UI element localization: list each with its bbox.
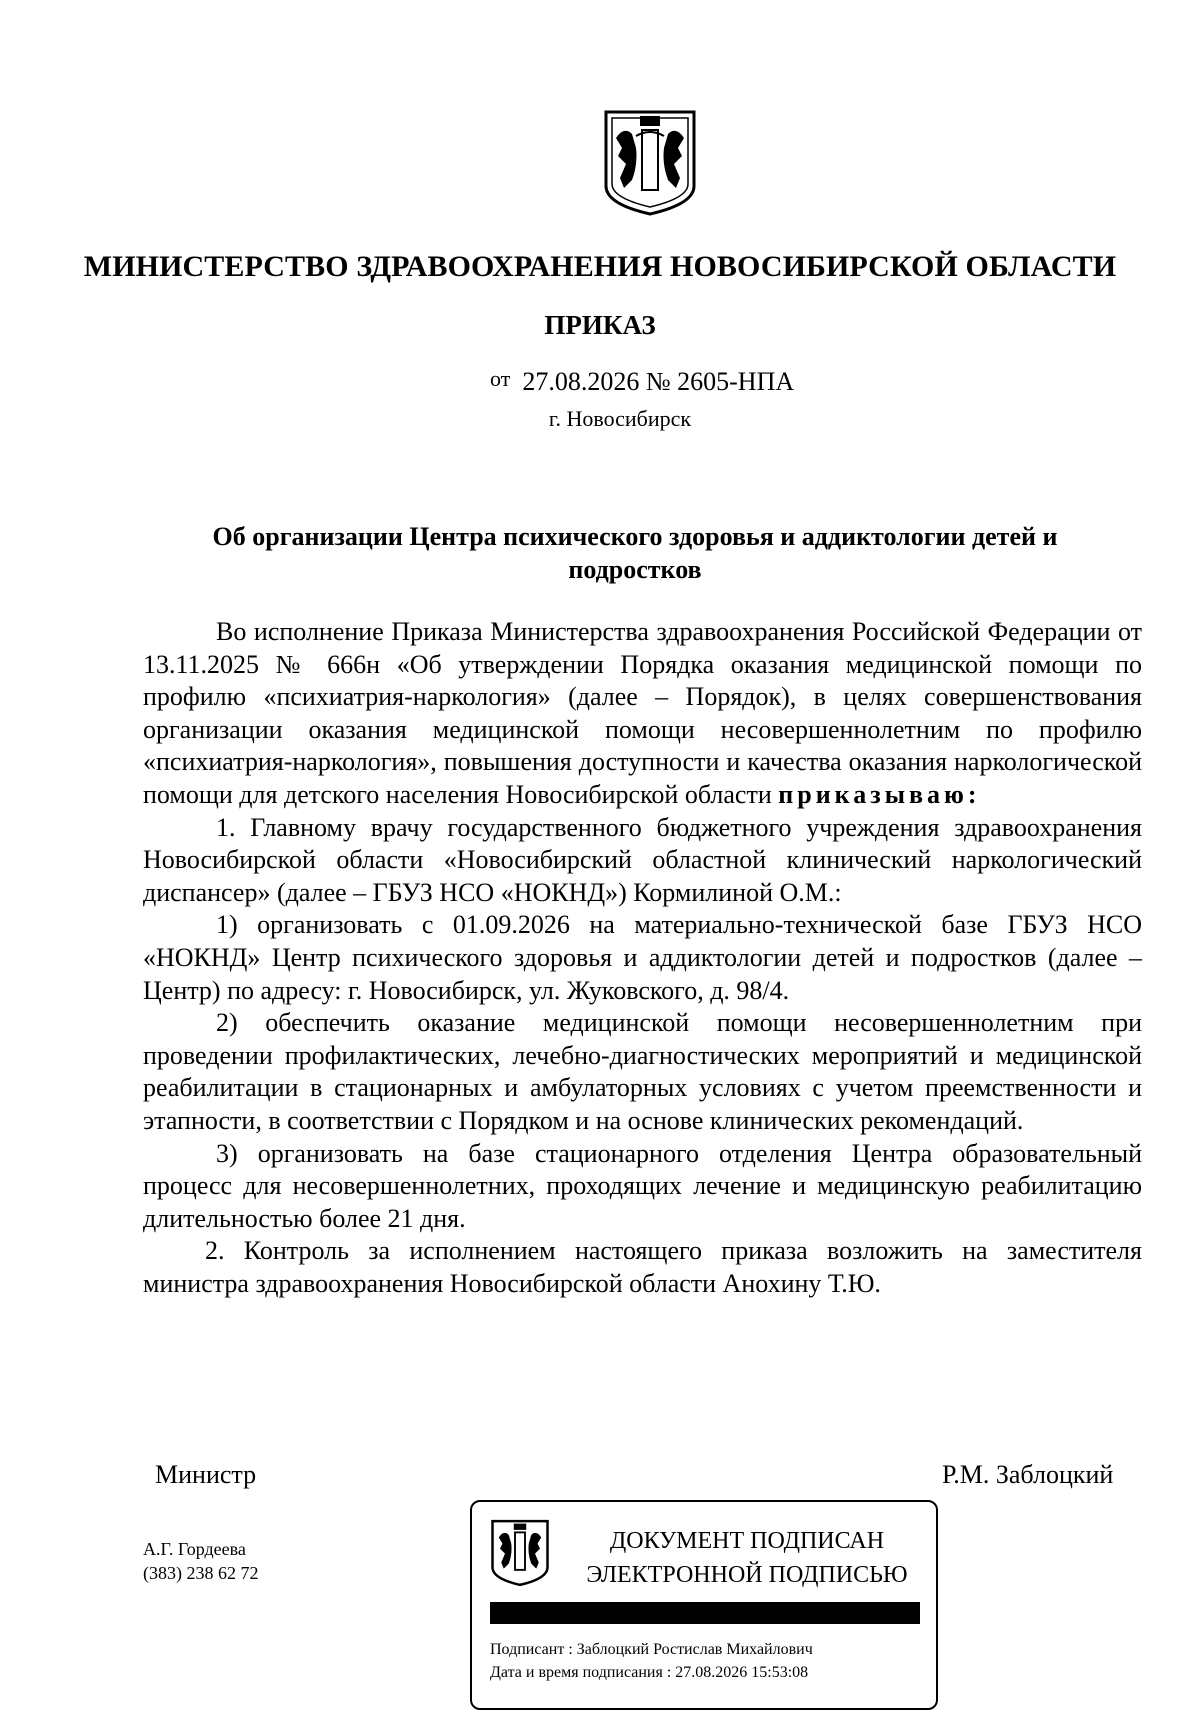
- intro-text: Во исполнение Приказа Министерства здравоохранения Российской Федерации от 13.11.2025 № 666н «Об утверждении Порядка оказания медицинской помощи по профилю «психиатрия-наркология» (далее – Порядок), в целях совершенствования организации оказания медицинской помощи несовершеннолетним по профилю «психиатрия-наркология», повышения доступности и качества оказания наркологической помощи для детского населения Новосибирской области: [143, 617, 1142, 809]
- stamp-line-1: ДОКУМЕНТ ПОДПИСАН: [609, 1528, 885, 1554]
- from-label: от: [490, 366, 511, 391]
- stamp-datetime: Дата и время подписания : 27.08.2026 15:53:08: [490, 1664, 809, 1681]
- electronic-signature-stamp: [470, 1500, 938, 1710]
- paragraph-1: 1. Главному врачу государственного бюджетного учреждения здравоохранения Новосибирской области «Новосибирский областной клинический наркологический диспансер» (далее – ГБУЗ НСО «НОКНД») Кормилиной О.М.:: [143, 812, 1142, 907]
- executor-name: А.Г. Гордеева: [143, 1539, 246, 1559]
- paragraph-1-2: 2) обеспечить оказание медицинской помощи несовершеннолетним при проведении профилактических, лечебно-диагностических мероприятий и медицинской реабилитации в стационарных и амбулаторных условиях с учетом преемственности и этапности, в соответствии с Порядком и на основе клинических рекомендаций.: [143, 1008, 1142, 1135]
- paragraph-1-1: 1) организовать с 01.09.2026 на материально-технической базе ГБУЗ НСО «НОКНД» Центр психического здоровья и аддиктологии детей и подростков (далее – Центр) по адресу: г. Новосибирск, ул. Жуковского, д. 98/4.: [143, 910, 1142, 1005]
- date-number: 27.08.2026 № 2605-НПА: [522, 367, 795, 396]
- signatory-name: Р.М. Заблоцкий: [942, 1460, 1114, 1489]
- order-body: [143, 616, 1142, 1300]
- executor-info: [143, 1537, 259, 1585]
- stamp-line-2: ЭЛЕКТРОННОЙ ПОДПИСЬЮ: [586, 1562, 908, 1588]
- stamp-signer: Подписант : Заблоцкий Ростислав Михайлович: [490, 1641, 813, 1658]
- intro-paragraph: [143, 616, 1142, 812]
- paragraph-2: 2. Контроль за исполнением настоящего приказа возложить на заместителя министра здравоохранения Новосибирской области Анохину Т.Ю.: [143, 1236, 1142, 1298]
- coat-of-arms-emblem: [602, 108, 698, 218]
- stamp-info: [490, 1638, 813, 1684]
- stamp-bar: [490, 1602, 920, 1624]
- order-subject: Об организации Центра психического здоровья и аддиктологии детей и подростков: [212, 522, 1058, 584]
- paragraph-1-3: 3) организовать на базе стационарного отделения Центра образовательный процесс для несовершеннолетних, проходящих лечение и медицинскую реабилитацию длительностью более 21 дня.: [143, 1138, 1142, 1233]
- executor-phone: (383) 238 62 72: [143, 1563, 259, 1583]
- document-type: ПРИКАЗ: [544, 310, 656, 340]
- city: г. Новосибирск: [548, 406, 692, 431]
- order-date-number: [490, 366, 794, 397]
- stamp-emblem-icon: [490, 1518, 550, 1588]
- stamp-title: [572, 1524, 922, 1592]
- ministry-name: МИНИСТЕРСТВО ЗДРАВООХРАНЕНИЯ НОВОСИБИРСКОЙ ОБЛАСТИ: [83, 250, 1117, 283]
- signatory-position: Министр: [155, 1460, 257, 1489]
- order-word: приказываю:: [778, 779, 981, 809]
